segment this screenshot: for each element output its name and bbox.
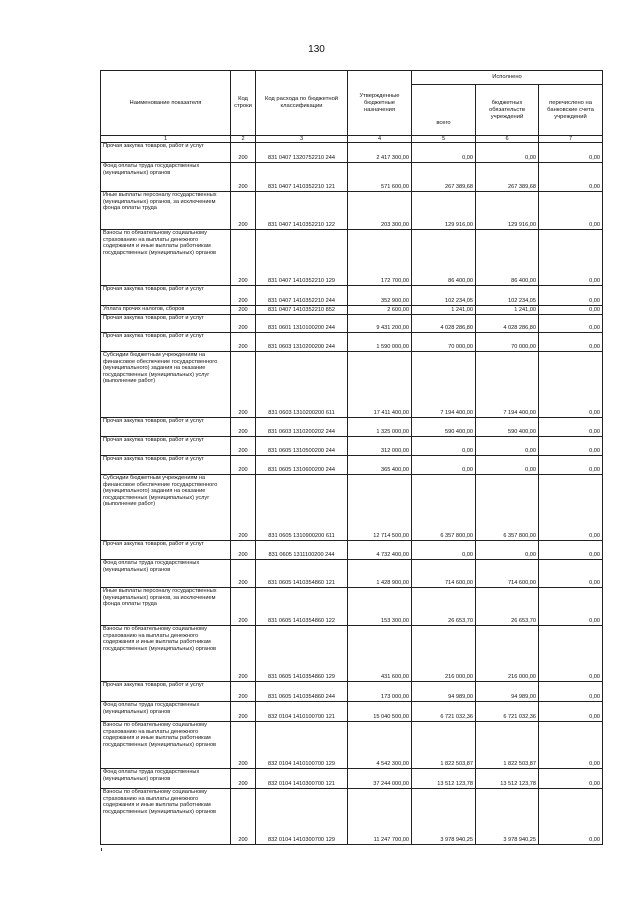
approved-amount-cell: 1 325 000,00 [348,418,412,437]
executed-transfer-cell: 0,00 [539,192,603,230]
column-number: 4 [348,136,412,143]
indicator-name-cell: Иные выплаты персоналу государственных (муниципальных) органов, за исключением фонда оплаты труда [101,192,231,230]
expense-code-cell: 831 0605 1310900200 611 [256,475,348,541]
executed-transfer-cell: 0,00 [539,352,603,418]
column-number: 2 [231,136,256,143]
approved-amount-cell: 173 000,00 [348,682,412,702]
executed-total-cell: 4 028 286,80 [412,315,476,333]
line-code-cell: 200 [231,682,256,702]
approved-amount-cell: 431 600,00 [348,626,412,682]
expense-code-cell: 831 0605 1410354860 121 [256,560,348,588]
executed-transfer-cell: 0,00 [539,437,603,456]
executed-budget-cell: 0,00 [476,437,539,456]
executed-budget-cell: 1 241,00 [476,306,539,315]
executed-total-cell: 267 389,68 [412,163,476,192]
indicator-name-cell: Прочая закупка товаров, работ и услуг [101,286,231,306]
table-row [101,163,603,192]
table-row [101,588,603,626]
column-number: 1 [101,136,231,143]
executed-budget-cell: 129 916,00 [476,192,539,230]
table-row [101,702,603,722]
expense-code-cell: 831 0605 1310500200 244 [256,437,348,456]
budget-execution-table-container [100,70,602,845]
header-expense-code: Код расхода по бюджетной классификации [256,71,348,136]
executed-budget-cell: 714 600,00 [476,560,539,588]
indicator-name-cell: Иные выплаты персоналу государственных (муниципальных) органов, за исключением фонда оплаты труда [101,588,231,626]
table-row [101,333,603,352]
executed-budget-cell: 0,00 [476,143,539,163]
approved-amount-cell: 312 000,00 [348,437,412,456]
approved-amount-cell: 172 700,00 [348,230,412,286]
executed-transfer-cell: 0,00 [539,306,603,315]
expense-code-cell: 831 0407 1410352210 852 [256,306,348,315]
executed-budget-cell: 1 822 503,87 [476,722,539,769]
approved-amount-cell: 9 431 200,00 [348,315,412,333]
executed-budget-cell: 102 234,05 [476,286,539,306]
executed-transfer-cell: 0,00 [539,722,603,769]
indicator-name-cell: Прочая закупка товаров, работ и услуг [101,418,231,437]
table-row [101,437,603,456]
table-row [101,143,603,163]
executed-total-cell: 7 194 400,00 [412,352,476,418]
executed-budget-cell: 26 653,70 [476,588,539,626]
line-code-cell: 200 [231,769,256,789]
expense-code-cell: 831 0603 1310200200 611 [256,352,348,418]
executed-budget-cell: 13 512 123,78 [476,769,539,789]
executed-total-cell: 102 234,05 [412,286,476,306]
line-code-cell: 200 [231,163,256,192]
table-row [101,230,603,286]
expense-code-cell: 831 0603 1310200200 244 [256,333,348,352]
executed-transfer-cell: 0,00 [539,682,603,702]
approved-amount-cell: 11 247 700,00 [348,789,412,845]
indicator-name-cell: Прочая закупка товаров, работ и услуг [101,541,231,560]
expense-code-cell: 831 0605 1311100200 244 [256,541,348,560]
indicator-name-cell: Уплата прочих налогов, сборов [101,306,231,315]
indicator-name-cell: Прочая закупка товаров, работ и услуг [101,143,231,163]
table-row [101,626,603,682]
line-code-cell: 200 [231,230,256,286]
line-code-cell: 200 [231,333,256,352]
indicator-name-cell: Субсидии бюджетным учреждениям на финансовое обеспечение государственного (муниципального) задания на оказание государственных (муниципальных) услуг (выполнение работ) [101,352,231,418]
indicator-name-cell: Фонд оплаты труда государственных (муниципальных) органов [101,560,231,588]
expense-code-cell: 832 0104 1410300700 121 [256,769,348,789]
page-mark [101,848,102,851]
executed-total-cell: 0,00 [412,456,476,475]
approved-amount-cell: 4 542 300,00 [348,722,412,769]
executed-total-cell: 1 241,00 [412,306,476,315]
executed-total-cell: 6 357 800,00 [412,475,476,541]
executed-total-cell: 26 653,70 [412,588,476,626]
indicator-name-cell: Взносы по обязательному социальному страхованию на выплаты денежного содержания и иные выплаты работникам государственных (муниципальных) органов [101,230,231,286]
approved-amount-cell: 153 300,00 [348,588,412,626]
approved-amount-cell: 2 600,00 [348,306,412,315]
table-body [101,143,603,845]
approved-amount-cell: 1 590 000,00 [348,333,412,352]
approved-amount-cell: 365 400,00 [348,456,412,475]
table-row [101,286,603,306]
header-executed-total: всего [412,85,476,136]
column-number: 7 [539,136,603,143]
approved-amount-cell: 12 714 500,00 [348,475,412,541]
executed-budget-cell: 590 400,00 [476,418,539,437]
expense-code-cell: 831 0603 1310200202 244 [256,418,348,437]
indicator-name-cell: Субсидии бюджетным учреждениям на финансовое обеспечение государственного (муниципального) задания на оказание государственных (муниципальных) услуг (выполнение работ) [101,475,231,541]
executed-budget-cell: 267 389,68 [476,163,539,192]
approved-amount-cell: 15 040 500,00 [348,702,412,722]
expense-code-cell: 832 0104 1410100700 129 [256,722,348,769]
executed-transfer-cell: 0,00 [539,702,603,722]
executed-total-cell: 216 000,00 [412,626,476,682]
executed-transfer-cell: 0,00 [539,475,603,541]
executed-transfer-cell: 0,00 [539,418,603,437]
executed-total-cell: 70 000,00 [412,333,476,352]
executed-total-cell: 94 989,00 [412,682,476,702]
indicator-name-cell: Взносы по обязательному социальному страхованию на выплаты денежного содержания и иные выплаты работникам государственных (муниципальных) органов [101,722,231,769]
executed-transfer-cell: 0,00 [539,143,603,163]
executed-total-cell: 3 978 940,25 [412,789,476,845]
table-row [101,456,603,475]
indicator-name-cell: Прочая закупка товаров, работ и услуг [101,315,231,333]
header-line-code: Код строки [231,71,256,136]
expense-code-cell: 832 0104 1410300700 129 [256,789,348,845]
executed-total-cell: 0,00 [412,143,476,163]
expense-code-cell: 831 0407 1410352210 122 [256,192,348,230]
table-row [101,682,603,702]
line-code-cell: 200 [231,560,256,588]
executed-transfer-cell: 0,00 [539,315,603,333]
column-number: 5 [412,136,476,143]
executed-budget-cell: 6 721 032,36 [476,702,539,722]
indicator-name-cell: Фонд оплаты труда государственных (муниципальных) органов [101,163,231,192]
executed-transfer-cell: 0,00 [539,541,603,560]
line-code-cell: 200 [231,475,256,541]
table-row [101,315,603,333]
indicator-name-cell: Прочая закупка товаров, работ и услуг [101,333,231,352]
line-code-cell: 200 [231,789,256,845]
table-row [101,722,603,769]
executed-budget-cell: 4 028 286,80 [476,315,539,333]
expense-code-cell: 831 0605 1310600200 244 [256,456,348,475]
expense-code-cell: 831 0605 1410354860 244 [256,682,348,702]
table-row [101,560,603,588]
line-code-cell: 200 [231,702,256,722]
approved-amount-cell: 1 428 900,00 [348,560,412,588]
executed-transfer-cell: 0,00 [539,230,603,286]
column-number: 6 [476,136,539,143]
line-code-cell: 200 [231,192,256,230]
expense-code-cell: 831 0407 1320752210 244 [256,143,348,163]
approved-amount-cell: 203 300,00 [348,192,412,230]
approved-amount-cell: 37 244 000,00 [348,769,412,789]
expense-code-cell: 831 0605 1410354860 122 [256,588,348,626]
executed-transfer-cell: 0,00 [539,456,603,475]
expense-code-cell: 831 0605 1410354860 129 [256,626,348,682]
executed-total-cell: 0,00 [412,541,476,560]
executed-total-cell: 13 512 123,78 [412,769,476,789]
approved-amount-cell: 4 732 400,00 [348,541,412,560]
column-number-row [101,136,603,143]
table-row [101,769,603,789]
executed-total-cell: 590 400,00 [412,418,476,437]
indicator-name-cell: Взносы по обязательному социальному страхованию на выплаты денежного содержания и иные выплаты работникам государственных (муниципальных) органов [101,626,231,682]
expense-code-cell: 832 0104 1410100700 121 [256,702,348,722]
indicator-name-cell: Фонд оплаты труда государственных (муниципальных) органов [101,769,231,789]
executed-total-cell: 129 916,00 [412,192,476,230]
executed-transfer-cell: 0,00 [539,333,603,352]
executed-budget-cell: 86 400,00 [476,230,539,286]
line-code-cell: 200 [231,722,256,769]
executed-transfer-cell: 0,00 [539,769,603,789]
header-executed-group: Исполнено [412,71,603,85]
executed-budget-cell: 7 194 400,00 [476,352,539,418]
line-code-cell: 200 [231,626,256,682]
table-row [101,475,603,541]
executed-transfer-cell: 0,00 [539,588,603,626]
executed-budget-cell: 216 000,00 [476,626,539,682]
table-row [101,418,603,437]
table-row [101,306,603,315]
header-executed-budget: бюджетных обязательств учреждений [476,85,539,136]
line-code-cell: 200 [231,352,256,418]
table-row [101,192,603,230]
executed-budget-cell: 6 357 800,00 [476,475,539,541]
executed-total-cell: 86 400,00 [412,230,476,286]
indicator-name-cell: Прочая закупка товаров, работ и услуг [101,682,231,702]
executed-budget-cell: 94 989,00 [476,682,539,702]
executed-total-cell: 0,00 [412,437,476,456]
executed-transfer-cell: 0,00 [539,789,603,845]
expense-code-cell: 831 0407 1410352210 244 [256,286,348,306]
line-code-cell: 200 [231,315,256,333]
approved-amount-cell: 17 411 400,00 [348,352,412,418]
table-row [101,352,603,418]
line-code-cell: 200 [231,286,256,306]
line-code-cell: 200 [231,588,256,626]
budget-execution-table [100,70,603,845]
approved-amount-cell: 571 600,00 [348,163,412,192]
indicator-name-cell: Прочая закупка товаров, работ и услуг [101,437,231,456]
executed-total-cell: 6 721 032,36 [412,702,476,722]
executed-transfer-cell: 0,00 [539,163,603,192]
table-row [101,541,603,560]
page-number: 130 [308,44,325,55]
executed-total-cell: 714 600,00 [412,560,476,588]
executed-budget-cell: 3 978 940,25 [476,789,539,845]
header-name: Наименование показателя [101,71,231,136]
line-code-cell: 200 [231,437,256,456]
indicator-name-cell: Взносы по обязательному социальному страхованию на выплаты денежного содержания и иные выплаты работникам государственных (муниципальных) органов [101,789,231,845]
line-code-cell: 200 [231,418,256,437]
header-approved: Утвержденные бюджетные назначения [348,71,412,136]
executed-transfer-cell: 0,00 [539,626,603,682]
table-row [101,789,603,845]
line-code-cell: 200 [231,306,256,315]
executed-budget-cell: 0,00 [476,541,539,560]
line-code-cell: 200 [231,541,256,560]
expense-code-cell: 831 0407 1410352210 129 [256,230,348,286]
executed-budget-cell: 70 000,00 [476,333,539,352]
column-number: 3 [256,136,348,143]
expense-code-cell: 831 0601 1310100200 244 [256,315,348,333]
approved-amount-cell: 2 417 300,00 [348,143,412,163]
expense-code-cell: 831 0407 1410352210 121 [256,163,348,192]
executed-total-cell: 1 822 503,87 [412,722,476,769]
line-code-cell: 200 [231,456,256,475]
executed-transfer-cell: 0,00 [539,560,603,588]
approved-amount-cell: 352 900,00 [348,286,412,306]
line-code-cell: 200 [231,143,256,163]
indicator-name-cell: Прочая закупка товаров, работ и услуг [101,456,231,475]
executed-transfer-cell: 0,00 [539,286,603,306]
header-executed-transfer: перечислено на банковские счета учреждений [539,85,603,136]
indicator-name-cell: Фонд оплаты труда государственных (муниципальных) органов [101,702,231,722]
executed-budget-cell: 0,00 [476,456,539,475]
